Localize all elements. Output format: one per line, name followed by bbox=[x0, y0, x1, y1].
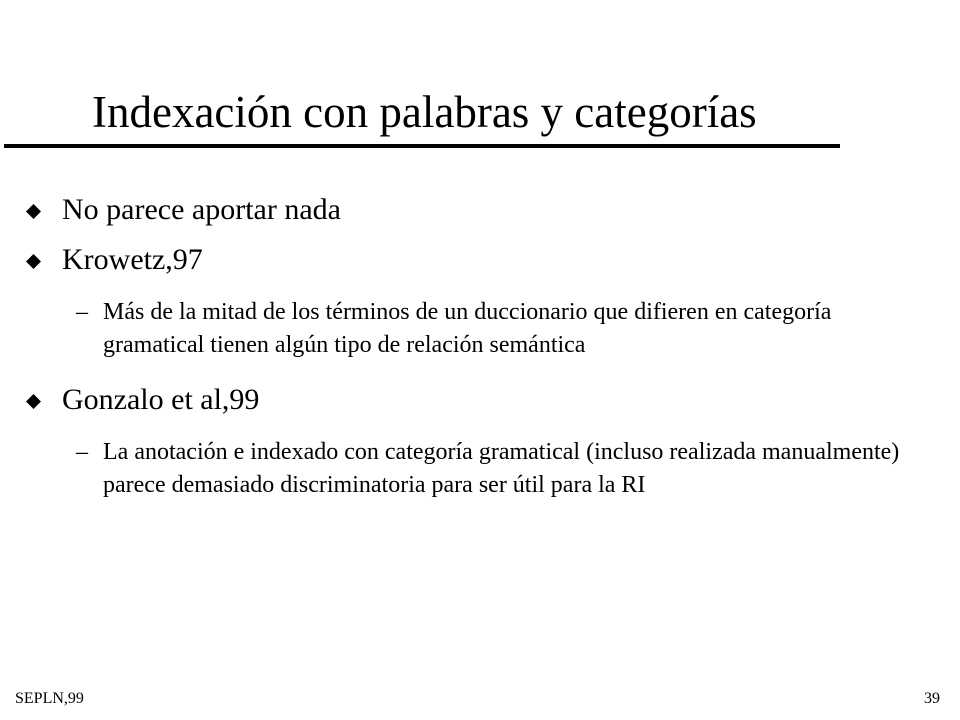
page-number: 39 bbox=[924, 690, 940, 707]
footer-conference: SEPLN,99 bbox=[15, 690, 84, 707]
slide-title: Indexación con palabras y categorías bbox=[92, 87, 757, 137]
sub-bullet-text: La anotación e indexado con categoría gramatical (incluso realizada manualmente) parece demasiado discriminatoria para ser útil para la RI bbox=[103, 439, 900, 498]
diamond-icon bbox=[26, 394, 41, 409]
diamond-icon bbox=[26, 204, 41, 219]
bullet-text: No parece aportar nada bbox=[62, 193, 341, 226]
sub-bullet-text: Más de la mitad de los términos de un duccionario que difieren en categoría gramatical tienen algún tipo de relación semántica bbox=[103, 299, 832, 358]
dash-marker: – bbox=[76, 299, 88, 325]
bullet-text: Gonzalo et al,99 bbox=[62, 383, 260, 416]
dash-marker: – bbox=[76, 439, 88, 465]
diamond-icon bbox=[26, 254, 41, 269]
bullet-text: Krowetz,97 bbox=[62, 243, 203, 276]
